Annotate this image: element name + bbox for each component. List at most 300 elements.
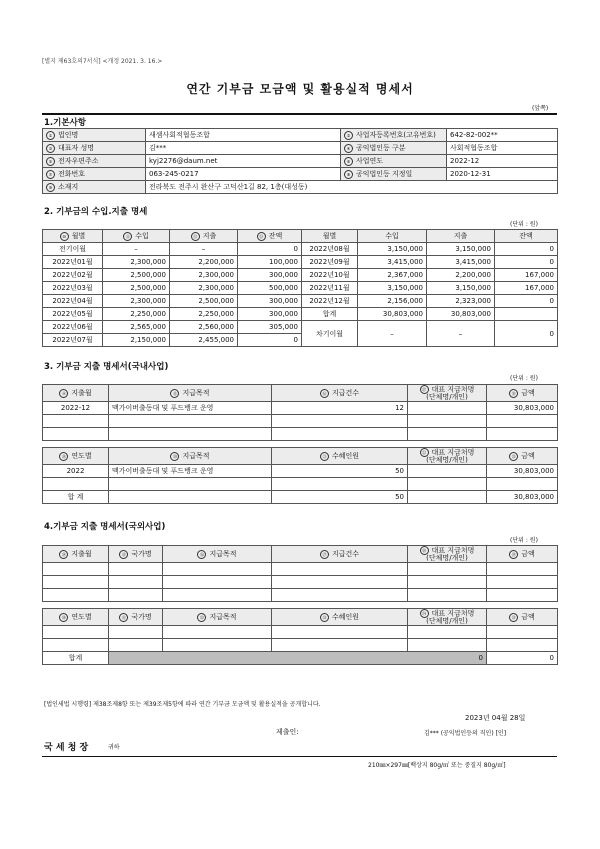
left-cell: 300,000 bbox=[238, 295, 302, 308]
column-header bbox=[109, 609, 163, 626]
right-cell: 167,000 bbox=[495, 269, 558, 282]
info-row-address bbox=[43, 181, 558, 194]
number-badge: ㉝ bbox=[320, 613, 329, 622]
left-cell: 2022년03월 bbox=[43, 282, 103, 295]
column-header-text: 연도별 bbox=[71, 613, 92, 621]
data-cell: 30,803,000 bbox=[487, 465, 558, 478]
spacer bbox=[43, 441, 558, 448]
number-badge: ⑬ bbox=[257, 232, 266, 241]
info-label-text: 전자우편주소 bbox=[58, 157, 99, 165]
empty-cell bbox=[163, 626, 272, 639]
left-cell: 0 bbox=[238, 334, 302, 347]
table-row bbox=[43, 465, 558, 478]
right-cell: 2,200,000 bbox=[427, 269, 495, 282]
table-row bbox=[43, 626, 558, 639]
right-cell: 0 bbox=[495, 256, 558, 269]
top-rule bbox=[42, 113, 557, 115]
table-row bbox=[43, 269, 558, 282]
total-cell: 50 bbox=[272, 491, 408, 504]
section3-heading: 3. 기부금 지출 명세서(국내사업) bbox=[44, 362, 169, 372]
left-cell: 2,250,000 bbox=[170, 308, 238, 321]
column-header-text: 연도별 bbox=[71, 452, 92, 460]
empty-cell bbox=[43, 589, 109, 602]
empty-cell bbox=[163, 563, 272, 576]
empty-cell bbox=[408, 428, 487, 441]
info-value: 새샘사회적협동조합 bbox=[146, 129, 341, 142]
domestic-expense-table bbox=[42, 384, 558, 504]
right-cell: 2022년11월 bbox=[302, 282, 358, 295]
empty-cell bbox=[163, 576, 272, 589]
number-badge: ④ bbox=[344, 144, 353, 153]
empty-cell bbox=[43, 639, 109, 652]
number-badge: ㉜ bbox=[197, 613, 206, 622]
left-cell: 2022년01월 bbox=[43, 256, 103, 269]
submitter-label: 제출인: bbox=[276, 728, 299, 736]
info-label bbox=[43, 181, 146, 194]
number-badge: ⑨ bbox=[46, 183, 55, 192]
left-cell: 전기이월 bbox=[43, 243, 103, 256]
column-header bbox=[43, 385, 109, 402]
left-cell: 300,000 bbox=[238, 308, 302, 321]
column-header bbox=[238, 230, 302, 243]
data-cell: 맥가이버출동대 및 푸드뱅크 운영 bbox=[109, 402, 272, 415]
info-label bbox=[341, 155, 447, 168]
right-cell bbox=[495, 308, 558, 321]
left-cell: 300,000 bbox=[238, 269, 302, 282]
empty-cell bbox=[272, 428, 408, 441]
number-badge: ⑩ bbox=[60, 232, 69, 241]
column-header-text: 금액 bbox=[521, 550, 535, 558]
number-badge: ⑰ bbox=[420, 385, 429, 394]
column-header bbox=[43, 609, 109, 626]
empty-cell bbox=[487, 478, 558, 491]
right-cell: 3,150,000 bbox=[358, 282, 427, 295]
empty-cell bbox=[408, 415, 487, 428]
header-row bbox=[43, 609, 558, 626]
left-cell: 2022년02월 bbox=[43, 269, 103, 282]
column-header bbox=[487, 448, 558, 465]
data-cell: 12 bbox=[272, 402, 408, 415]
right-cell: 2022년08월 bbox=[302, 243, 358, 256]
left-cell: 2022년05월 bbox=[43, 308, 103, 321]
info-value: 642-82-002** bbox=[447, 129, 558, 142]
column-header: 잔액 bbox=[495, 230, 558, 243]
column-header-text: 수혜인원 bbox=[331, 613, 360, 621]
header-row bbox=[43, 230, 558, 243]
data-cell: 50 bbox=[272, 465, 408, 478]
column-header-text: 금액 bbox=[521, 613, 535, 621]
section1-heading: 1.기본사항 bbox=[44, 118, 86, 128]
number-badge: ⑮ bbox=[170, 389, 179, 398]
column-header-text: 금액 bbox=[521, 452, 535, 460]
unit-label-2: (단위 : 원) bbox=[510, 221, 538, 228]
column-header bbox=[272, 609, 408, 626]
address-value: 전라북도 전주시 완산구 고덕산1길 82, 1층(대성동) bbox=[146, 181, 558, 194]
data-cell bbox=[408, 402, 487, 415]
spacer bbox=[43, 602, 558, 609]
column-header-text: 지출월 bbox=[71, 389, 92, 397]
unit-label-4: (단위 : 원) bbox=[510, 537, 538, 544]
number-badge: ㉖ bbox=[197, 550, 206, 559]
column-header-text: 잔액 bbox=[268, 232, 283, 240]
column-header-subtext: (단체명/개인) bbox=[426, 617, 468, 625]
column-header-text: 대표 지급처명 bbox=[431, 609, 475, 618]
column-header bbox=[408, 448, 487, 465]
number-badge: ⑧ bbox=[344, 170, 353, 179]
left-cell: 2,300,000 bbox=[103, 295, 170, 308]
info-label bbox=[43, 129, 146, 142]
column-header bbox=[487, 385, 558, 402]
column-header-text: 대표 지급처명 bbox=[431, 385, 475, 394]
empty-cell bbox=[109, 428, 272, 441]
left-cell: 2,560,000 bbox=[170, 321, 238, 334]
left-cell: 2,565,000 bbox=[103, 321, 170, 334]
right-cell: 3,415,000 bbox=[358, 256, 427, 269]
column-header-text: 지출 bbox=[202, 232, 217, 240]
empty-cell bbox=[272, 589, 408, 602]
right-cell: 합계 bbox=[302, 308, 358, 321]
empty-cell bbox=[487, 639, 558, 652]
carry-cell: – bbox=[427, 321, 495, 347]
submitter-signature: 김*** (공익법인등의 직인) [인] bbox=[424, 730, 507, 737]
right-cell: 0 bbox=[495, 295, 558, 308]
table-row bbox=[43, 576, 558, 589]
right-cell: 0 bbox=[495, 243, 558, 256]
column-header-subtext: (단체명/개인) bbox=[426, 456, 468, 464]
column-header bbox=[43, 230, 103, 243]
empty-cell bbox=[408, 589, 487, 602]
column-header bbox=[163, 546, 272, 563]
number-badge: ⑤ bbox=[46, 157, 55, 166]
header-row bbox=[43, 448, 558, 465]
right-cell: 3,415,000 bbox=[427, 256, 495, 269]
left-cell: 2,500,000 bbox=[103, 282, 170, 295]
left-cell: – bbox=[103, 243, 170, 256]
right-cell: 30,803,000 bbox=[358, 308, 427, 321]
info-value: 2022-12 bbox=[447, 155, 558, 168]
income-expense-table bbox=[42, 229, 558, 347]
left-cell: 2,300,000 bbox=[170, 269, 238, 282]
column-header bbox=[103, 230, 170, 243]
empty-cell bbox=[43, 478, 109, 491]
table-row bbox=[43, 639, 558, 652]
column-header-text: 지급목적 bbox=[209, 613, 237, 621]
left-cell: 2,200,000 bbox=[170, 256, 238, 269]
total-gray: 0 bbox=[109, 652, 487, 665]
left-cell: 2,300,000 bbox=[170, 282, 238, 295]
table-row bbox=[43, 478, 558, 491]
left-cell: 2,250,000 bbox=[103, 308, 170, 321]
number-badge: ㉞ bbox=[420, 609, 429, 618]
right-cell: 2022년09월 bbox=[302, 256, 358, 269]
number-badge: ㉔ bbox=[59, 550, 68, 559]
right-cell: 2,367,000 bbox=[358, 269, 427, 282]
total-cell bbox=[109, 491, 272, 504]
info-value: 063-245-0217 bbox=[146, 168, 341, 181]
spacer-row bbox=[43, 441, 558, 448]
number-badge: ⑲ bbox=[59, 452, 68, 461]
form-label: [별지 제63호의7서식] <개정 2021. 3. 16.> bbox=[42, 58, 163, 65]
number-badge: ㉑ bbox=[320, 452, 329, 461]
total-label: 합계 bbox=[43, 652, 109, 665]
basic-info-table bbox=[42, 128, 558, 194]
left-cell: 100,000 bbox=[238, 256, 302, 269]
info-label bbox=[341, 129, 447, 142]
data-cell: 맥가이버출동대 및 푸드뱅크 운영 bbox=[109, 465, 272, 478]
column-header bbox=[408, 609, 487, 626]
table-row bbox=[43, 589, 558, 602]
number-badge: ① bbox=[46, 131, 55, 140]
empty-cell bbox=[109, 626, 163, 639]
info-label-text: 공익법인등 구분 bbox=[356, 144, 406, 152]
empty-cell bbox=[408, 563, 487, 576]
info-value: 김*** bbox=[146, 142, 341, 155]
empty-cell bbox=[487, 563, 558, 576]
empty-cell bbox=[487, 428, 558, 441]
right-cell: 2,156,000 bbox=[358, 295, 427, 308]
column-header bbox=[170, 230, 238, 243]
column-header-text: 대표 지급처명 bbox=[431, 448, 475, 457]
column-header bbox=[109, 546, 163, 563]
right-cell: 167,000 bbox=[495, 282, 558, 295]
total-amount: 0 bbox=[487, 652, 558, 665]
right-cell: 3,150,000 bbox=[427, 282, 495, 295]
legal-statement: [법인세법 시행령] 제38조제8항 또는 제39조제5항에 따라 연간 기부금 모금액 및 활용실적을 공개합니다. bbox=[44, 701, 321, 708]
number-badge: ⑳ bbox=[170, 452, 179, 461]
empty-cell bbox=[109, 478, 272, 491]
empty-cell bbox=[408, 639, 487, 652]
left-cell: 2,500,000 bbox=[103, 269, 170, 282]
column-header bbox=[408, 546, 487, 563]
column-header bbox=[487, 609, 558, 626]
column-header-text: 지급건수 bbox=[331, 550, 360, 558]
column-header: 지출 bbox=[427, 230, 495, 243]
column-header bbox=[43, 448, 109, 465]
empty-cell bbox=[109, 576, 163, 589]
overseas-expense-table bbox=[42, 545, 558, 665]
empty-cell bbox=[43, 563, 109, 576]
empty-cell bbox=[272, 576, 408, 589]
carry-cell: – bbox=[358, 321, 427, 347]
tax-office-suffix: 귀하 bbox=[108, 744, 120, 751]
left-cell: 2022년06월 bbox=[43, 321, 103, 334]
number-badge: ⑥ bbox=[344, 157, 353, 166]
carry-cell: 0 bbox=[495, 321, 558, 347]
table-row bbox=[43, 415, 558, 428]
column-header-text: 수입 bbox=[135, 232, 149, 240]
number-badge: ⑫ bbox=[191, 232, 200, 241]
empty-cell bbox=[43, 415, 109, 428]
empty-cell bbox=[43, 626, 109, 639]
header-row bbox=[43, 546, 558, 563]
info-label bbox=[43, 142, 146, 155]
left-cell: 0 bbox=[238, 243, 302, 256]
empty-cell bbox=[109, 589, 163, 602]
info-label bbox=[43, 155, 146, 168]
column-header bbox=[109, 385, 272, 402]
page-title: 연간 기부금 모금액 및 활용실적 명세서 bbox=[186, 82, 414, 96]
info-label bbox=[43, 168, 146, 181]
unit-label-3: (단위 : 원) bbox=[510, 375, 538, 382]
column-header bbox=[487, 546, 558, 563]
empty-cell bbox=[43, 576, 109, 589]
tax-office: 국 세 청 장 bbox=[44, 743, 89, 753]
info-row bbox=[43, 155, 558, 168]
number-badge: ㉗ bbox=[320, 550, 329, 559]
number-badge: ㉓ bbox=[509, 452, 518, 461]
right-cell: 2022년10월 bbox=[302, 269, 358, 282]
empty-cell bbox=[109, 563, 163, 576]
empty-cell bbox=[163, 639, 272, 652]
column-header-text: 지급목적 bbox=[209, 550, 237, 558]
column-header-text: 지출월 bbox=[71, 550, 92, 558]
info-label-text: 공익법인등 지정일 bbox=[356, 170, 413, 178]
section4-heading: 4.기부금 지출 명세서(국외사업) bbox=[44, 522, 166, 532]
table-row bbox=[43, 282, 558, 295]
total-cell bbox=[408, 491, 487, 504]
column-header: 월별 bbox=[302, 230, 358, 243]
total-cell: 30,803,000 bbox=[487, 491, 558, 504]
table-row bbox=[43, 308, 558, 321]
column-header bbox=[408, 385, 487, 402]
table-row bbox=[43, 563, 558, 576]
data-cell: 30,803,000 bbox=[487, 402, 558, 415]
total-row bbox=[43, 491, 558, 504]
info-value: kyj2276@daum.net bbox=[146, 155, 341, 168]
empty-cell bbox=[487, 415, 558, 428]
empty-cell bbox=[487, 589, 558, 602]
info-row bbox=[43, 168, 558, 181]
empty-cell bbox=[272, 478, 408, 491]
number-badge: ㉟ bbox=[509, 613, 518, 622]
data-cell bbox=[408, 465, 487, 478]
number-badge: ㉘ bbox=[420, 546, 429, 555]
empty-cell bbox=[109, 639, 163, 652]
empty-cell bbox=[408, 576, 487, 589]
info-label-text: 사업연도 bbox=[356, 157, 384, 165]
bottom-rule bbox=[42, 756, 557, 757]
right-cell: 3,150,000 bbox=[427, 243, 495, 256]
right-cell: 3,150,000 bbox=[358, 243, 427, 256]
info-label bbox=[341, 142, 447, 155]
right-cell: 2,323,000 bbox=[427, 295, 495, 308]
left-cell: 305,000 bbox=[238, 321, 302, 334]
empty-cell bbox=[487, 576, 558, 589]
info-row bbox=[43, 129, 558, 142]
column-header-text: 지급목적 bbox=[182, 452, 210, 460]
column-header-text: 지급목적 bbox=[182, 389, 210, 397]
info-label-text: 소재지 bbox=[58, 183, 79, 191]
info-label bbox=[341, 168, 447, 181]
column-header-text: 지급건수 bbox=[331, 389, 360, 397]
page-note: (앞쪽) bbox=[532, 105, 549, 112]
empty-cell bbox=[408, 626, 487, 639]
number-badge: ㉛ bbox=[119, 613, 128, 622]
number-badge: ⑱ bbox=[509, 389, 518, 398]
column-header bbox=[272, 546, 408, 563]
column-header-subtext: (단체명/개인) bbox=[426, 554, 468, 562]
number-badge: ⑦ bbox=[46, 170, 55, 179]
left-cell: 2,500,000 bbox=[170, 295, 238, 308]
column-header bbox=[272, 448, 408, 465]
info-label-text: 전화번호 bbox=[58, 170, 86, 178]
empty-cell bbox=[43, 428, 109, 441]
empty-cell bbox=[109, 415, 272, 428]
number-badge: ③ bbox=[46, 144, 55, 153]
right-cell: 2022년12월 bbox=[302, 295, 358, 308]
spacer-row bbox=[43, 602, 558, 609]
number-badge: ㉕ bbox=[119, 550, 128, 559]
table-row bbox=[43, 256, 558, 269]
empty-cell bbox=[487, 626, 558, 639]
empty-cell bbox=[272, 415, 408, 428]
number-badge: ⑪ bbox=[123, 232, 132, 241]
column-header: 수입 bbox=[358, 230, 427, 243]
info-value: 2020-12-31 bbox=[447, 168, 558, 181]
left-cell: 2022년07월 bbox=[43, 334, 103, 347]
number-badge: ㉒ bbox=[420, 448, 429, 457]
info-label-text: 대표자 성명 bbox=[58, 144, 95, 152]
number-badge: ㉚ bbox=[59, 613, 68, 622]
table-row bbox=[43, 321, 558, 334]
number-badge: ㉙ bbox=[509, 550, 518, 559]
table-row bbox=[43, 402, 558, 415]
empty-cell bbox=[163, 589, 272, 602]
left-cell: 500,000 bbox=[238, 282, 302, 295]
table-row bbox=[43, 295, 558, 308]
empty-cell bbox=[272, 626, 408, 639]
number-badge: ② bbox=[344, 131, 353, 140]
empty-cell bbox=[272, 563, 408, 576]
number-badge: ⑯ bbox=[320, 389, 329, 398]
section2-heading: 2. 기부금의 수입.지출 명세 bbox=[44, 207, 148, 217]
left-cell: 2,455,000 bbox=[170, 334, 238, 347]
column-header bbox=[109, 448, 272, 465]
column-header-text: 국가명 bbox=[131, 613, 152, 621]
column-header bbox=[163, 609, 272, 626]
info-label-text: 사업자등록번호(고유번호) bbox=[356, 131, 436, 139]
submission-date: 2023년 04월 28일 bbox=[465, 714, 526, 722]
column-header bbox=[272, 385, 408, 402]
column-header-text: 금액 bbox=[521, 389, 535, 397]
data-cell: 2022-12 bbox=[43, 402, 109, 415]
paper-spec: 210㎜×297㎜[백상지 80g/㎡ 또는 중질지 80g/㎡] bbox=[368, 762, 506, 769]
left-cell: 2,300,000 bbox=[103, 256, 170, 269]
info-value: 사회적협동조합 bbox=[447, 142, 558, 155]
column-header bbox=[43, 546, 109, 563]
table-row bbox=[43, 428, 558, 441]
column-header-text: 국가명 bbox=[131, 550, 152, 558]
column-header-subtext: (단체명/개인) bbox=[426, 393, 468, 401]
total-row bbox=[43, 652, 558, 665]
info-row bbox=[43, 142, 558, 155]
column-header-text: 월별 bbox=[71, 232, 86, 240]
left-cell: – bbox=[170, 243, 238, 256]
empty-cell bbox=[272, 639, 408, 652]
left-cell: 2,150,000 bbox=[103, 334, 170, 347]
number-badge: ⑭ bbox=[59, 389, 68, 398]
total-cell: 합 계 bbox=[43, 491, 109, 504]
header-row bbox=[43, 385, 558, 402]
carry-cell: 차기이월 bbox=[302, 321, 358, 347]
column-header-text: 대표 지급처명 bbox=[431, 546, 475, 555]
data-cell: 2022 bbox=[43, 465, 109, 478]
table-row bbox=[43, 243, 558, 256]
left-cell: 2022년04월 bbox=[43, 295, 103, 308]
info-label-text: 법인명 bbox=[58, 131, 79, 139]
right-cell: 30,803,000 bbox=[427, 308, 495, 321]
column-header-text: 수혜인원 bbox=[331, 452, 360, 460]
